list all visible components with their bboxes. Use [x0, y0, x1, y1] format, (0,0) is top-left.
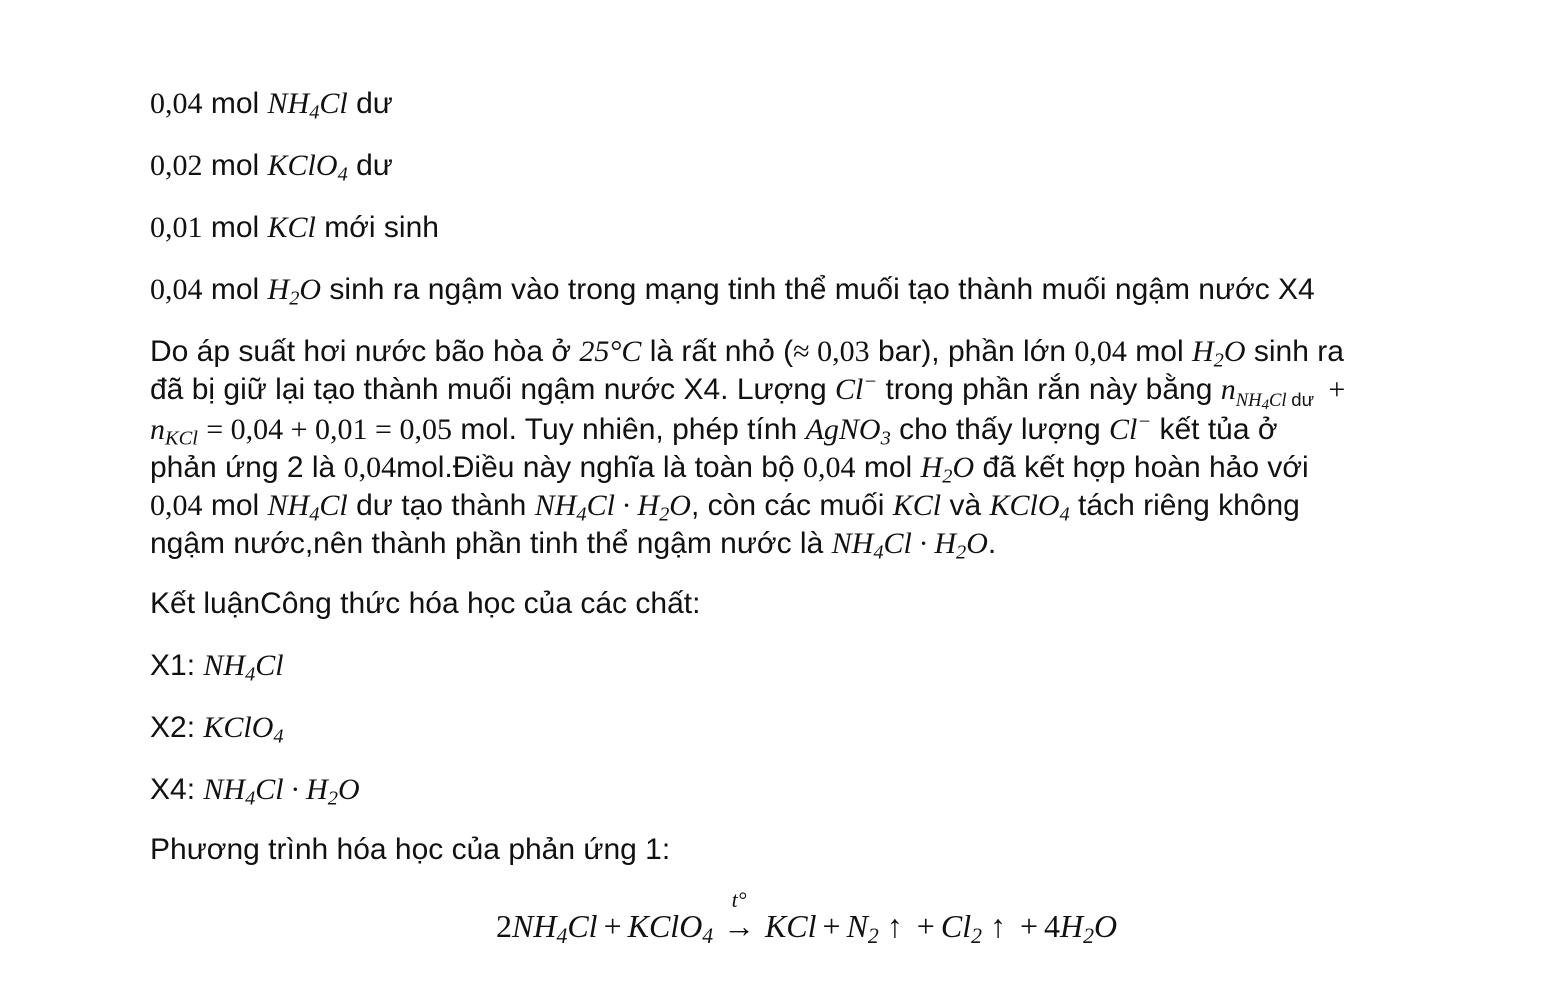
- formula-h2o: $H_2O$: [920, 451, 975, 488]
- formula-nh4cl-h2o: $NH_4Cl \cdot H_2O$: [831, 527, 988, 564]
- paragraph-line-5: 0,04 mol $NH_4Cl$ dư tạo thành $NH_4Cl \cdot H_2O$, còn các muối KCl và KClO$_4$ tách riêng không: [150, 489, 1300, 526]
- equation-heading: Phương trình hóa học của phản ứng 1:: [150, 833, 671, 866]
- formula-h2o: $H_2O$: [267, 273, 322, 310]
- unit-text: mol: [210, 149, 260, 182]
- formula-h2o: $H_2O$: [1191, 335, 1246, 372]
- x4-label: X4:: [150, 773, 196, 806]
- formula-n-kcl: $n_{KCl}$: [150, 413, 198, 450]
- note-text: mới sinh: [324, 211, 439, 244]
- x2-label: X2:: [150, 711, 196, 744]
- sum-expression: = 0,04 + 0,01 = 0,05: [206, 413, 452, 446]
- amount-value: 0,04: [150, 273, 203, 306]
- conclusion-heading: Kết luậnCông thức hóa học của các chất:: [150, 587, 701, 620]
- paragraph-line-4: phản ứng 2 là 0,04mol.Điều này nghĩa là toàn bộ 0,04 mol $H_2O$ đã kết hợp hoàn hảo với: [150, 451, 1309, 488]
- reaction-arrow: t° →: [723, 887, 756, 944]
- formula-kclo4: KClO$_4$: [203, 711, 284, 748]
- formula-x4: [150, 772, 360, 808]
- formula-nh4cl: $NH_4Cl$: [267, 489, 348, 526]
- paragraph-line-6: ngậm nước,nên thành phần tinh thể ngậm nước là $NH_4Cl \cdot H_2O$.: [150, 527, 997, 564]
- formula-kcl: KCl: [267, 211, 316, 244]
- unit-text: mol: [210, 211, 260, 244]
- temperature-value: 25°C: [579, 335, 642, 368]
- amount-value: 0,01: [150, 211, 203, 244]
- paragraph-line-3: $n_{KCl} = 0,04 + 0,01 = 0,05$ mol. Tuy nhiên, phép tính AgNO$_3$ cho thấy lượng Cl− kết tủa ở: [150, 410, 1278, 450]
- formula-nh4cl: $NH_4Cl$: [203, 649, 284, 686]
- amount-line-nh4cl: [150, 86, 393, 122]
- formula-cl-ion: Cl−: [1109, 410, 1152, 446]
- unit-text: mol: [210, 273, 260, 306]
- chemical-equation: $2NH_4Cl$ + KClO$_4$ t° → KCl + $N_2$ ↑ + $Cl_2$ ↑ + $4H_2O$: [496, 887, 1118, 949]
- formula-kclo4: KClO$_4$: [267, 149, 348, 186]
- amount-line-kcl: [150, 210, 439, 246]
- amount-line-h2o: [150, 272, 1315, 308]
- paragraph-line-1: Do áp suất hơi nước bão hòa ở 25°C là rất nhỏ (≈ 0,03 bar), phần lớn 0,04 mol $H_2O$ sinh ra: [150, 335, 1344, 372]
- note-text: dư: [356, 87, 393, 120]
- unit-text: mol: [210, 87, 260, 120]
- formula-kcl: KCl: [892, 489, 942, 522]
- formula-x2: [150, 710, 284, 746]
- formula-x1: [150, 648, 284, 684]
- formula-nh4cl-h2o: $NH_4Cl \cdot H_2O$: [203, 773, 360, 810]
- formula-n-nh4cl: $n_{NH4Cl dư}$: [1220, 373, 1315, 414]
- formula-nh4cl-h2o: $NH_4Cl \cdot H_2O$: [534, 489, 691, 526]
- note-text: sinh ra ngậm vào trong mạng tinh thể muối tạo thành muối ngậm nước X4: [329, 273, 1315, 306]
- x1-label: X1:: [150, 649, 196, 682]
- amount-line-kclo4: [150, 148, 393, 184]
- amount-value: 0,04: [150, 87, 203, 120]
- paragraph-line-2: đã bị giữ lại tạo thành muối ngậm nước X4. Lượng Cl− trong phần rắn này bằng $n_{NH4Cl dư}$ +: [150, 370, 1346, 414]
- note-text: dư: [356, 149, 393, 182]
- formula-agno3: AgNO$_3$: [805, 413, 891, 450]
- amount-value: 0,02: [150, 149, 203, 182]
- formula-cl-ion: Cl−: [834, 370, 878, 406]
- formula-kclo4: KClO$_4$: [989, 489, 1070, 526]
- formula-nh4cl: $NH_4Cl$: [267, 87, 348, 124]
